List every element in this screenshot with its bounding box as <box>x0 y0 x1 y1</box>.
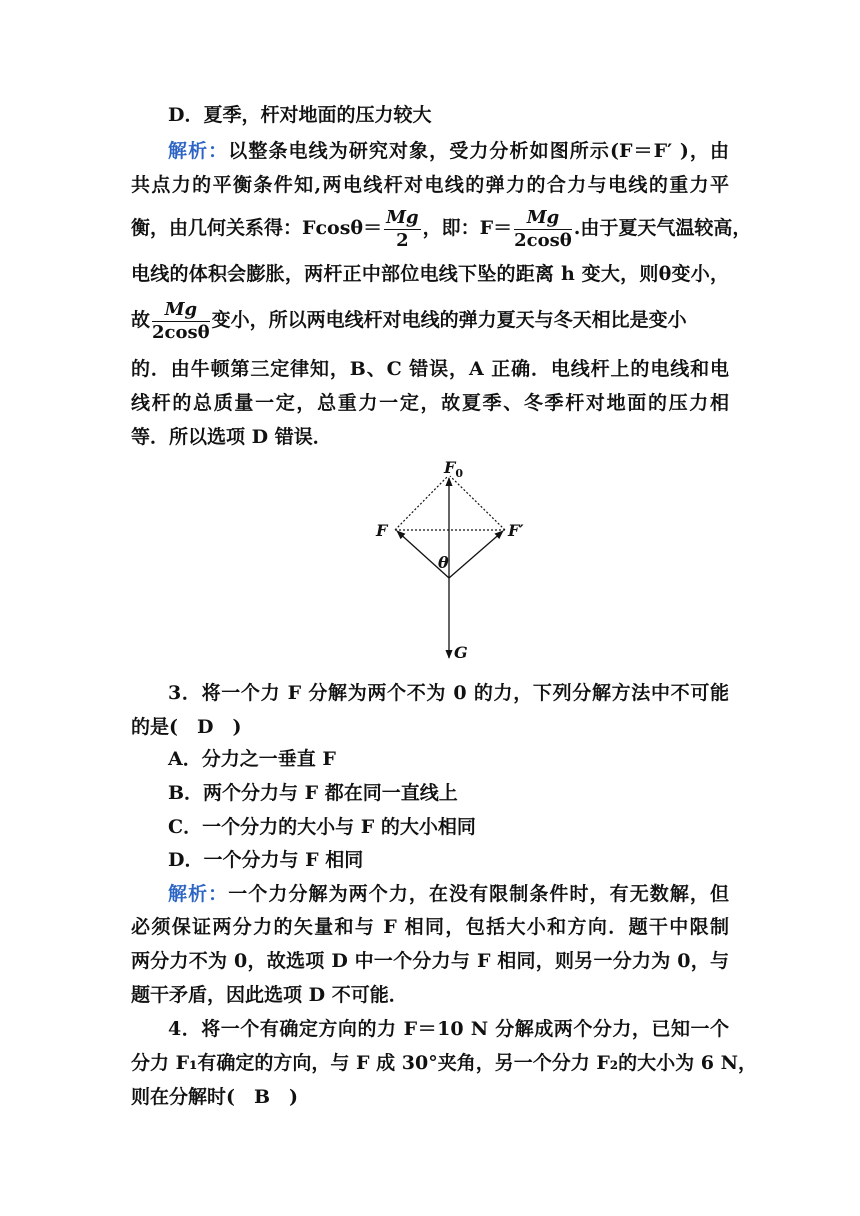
label-g: G <box>454 643 468 662</box>
q3-analysis-line-1 <box>168 877 729 911</box>
q2-analysis-line-2: 共点力的平衡条件知,两电线杆对电线的弹力的合力与电线的重力平 <box>131 174 729 196</box>
q2-analysis-line-6: 的．由牛顿第三定律知，B、C 错误，A 正确．电线杆上的电线和电 <box>131 358 729 380</box>
text-segment: ，即：F＝ <box>422 217 513 239</box>
fraction-mg-over-2 <box>384 206 421 251</box>
dotted-f-to-f0 <box>395 476 448 530</box>
label-theta: θ <box>438 553 449 572</box>
q3-analysis-line-2: 必须保证两分力的矢量和与 F 相同，包括大小和方向．题干中限制 <box>131 916 729 938</box>
text-segment: 衡，由几何关系得：Fcosθ＝ <box>131 217 383 239</box>
fraction-numerator: Mg <box>152 301 210 322</box>
fraction-numerator: Mg <box>514 209 572 230</box>
q2-analysis-line-4: 电线的体积会膨胀，两杆正中部位电线下坠的距离 h 变大，则θ变小， <box>131 263 729 285</box>
q2-analysis-line-5 <box>131 296 729 344</box>
q3-option-a: A．分力之一垂直 F <box>168 748 336 770</box>
q4-stem-line-2: 分力 F₁有确定的方向，与 F 成 30°夹角，另一个分力 F₂的大小为 6 N， <box>131 1052 757 1074</box>
q3-stem-line-1: 3．将一个力 F 分解为两个不为 0 的力，下列分解方法中不可能 <box>168 682 729 704</box>
force-diagram <box>370 460 530 670</box>
q4-stem-line-1: 4．将一个有确定方向的力 F＝10 N 分解成两个分力，已知一个 <box>168 1018 729 1040</box>
q3-stem-line-2: 的是( D ) <box>131 716 242 738</box>
q2-analysis-line-3 <box>131 204 752 252</box>
q2-analysis-line-7: 线杆的总质量一定，总重力一定，故夏季、冬季杆对地面的压力相 <box>131 392 729 414</box>
q3-analysis-line-4: 题干矛盾，因此选项 D 不可能． <box>131 984 408 1006</box>
analysis-label: 解析： <box>168 140 229 162</box>
q3-option-d: D．一个分力与 F 相同 <box>168 849 364 871</box>
force-fp-arrow <box>449 531 503 578</box>
dotted-fp-to-f0 <box>450 476 505 530</box>
text-segment: .由于夏天气温较高， <box>573 217 752 239</box>
label-f: F <box>376 521 388 540</box>
q2-option-d: D．夏季，杆对地面的压力较大 <box>168 104 432 126</box>
label-f-prime: F′ <box>508 521 524 540</box>
analysis-label: 解析： <box>168 883 229 905</box>
fraction-mg-over-2cos <box>514 206 572 251</box>
q3-analysis-line-3: 两分力不为 0，故选项 D 中一个分力与 F 相同，则另一分力为 0，与 <box>131 950 729 972</box>
q4-stem-line-3: 则在分解时( B ) <box>131 1086 299 1108</box>
q3-option-b: B．两个分力与 F 都在同一直线上 <box>168 782 458 804</box>
analysis-text: 以整条电线为研究对象，受力分析如图所示(F＝F′ )，由 <box>228 140 729 162</box>
fraction-denominator: 2cosθ <box>514 229 572 251</box>
analysis-text: 一个力分解为两个力，在没有限制条件时，有无数解，但 <box>228 883 729 905</box>
fraction-denominator: 2cosθ <box>152 321 210 343</box>
q2-analysis-line-8: 等．所以选项 D 错误． <box>131 426 332 448</box>
fraction-numerator: Mg <box>386 206 419 228</box>
label-f0: $F_0$ <box>444 460 464 480</box>
text-segment: 故 <box>131 309 151 331</box>
q3-option-c: C．一个分力的大小与 F 的大小相同 <box>168 816 476 838</box>
fraction-mg-over-2cos <box>152 298 210 343</box>
text-segment: 变小，所以两电线杆对电线的弹力夏天与冬天相比是变小 <box>211 309 687 331</box>
fraction-denominator: 2 <box>396 229 409 251</box>
q2-analysis-line-1 <box>168 134 729 168</box>
